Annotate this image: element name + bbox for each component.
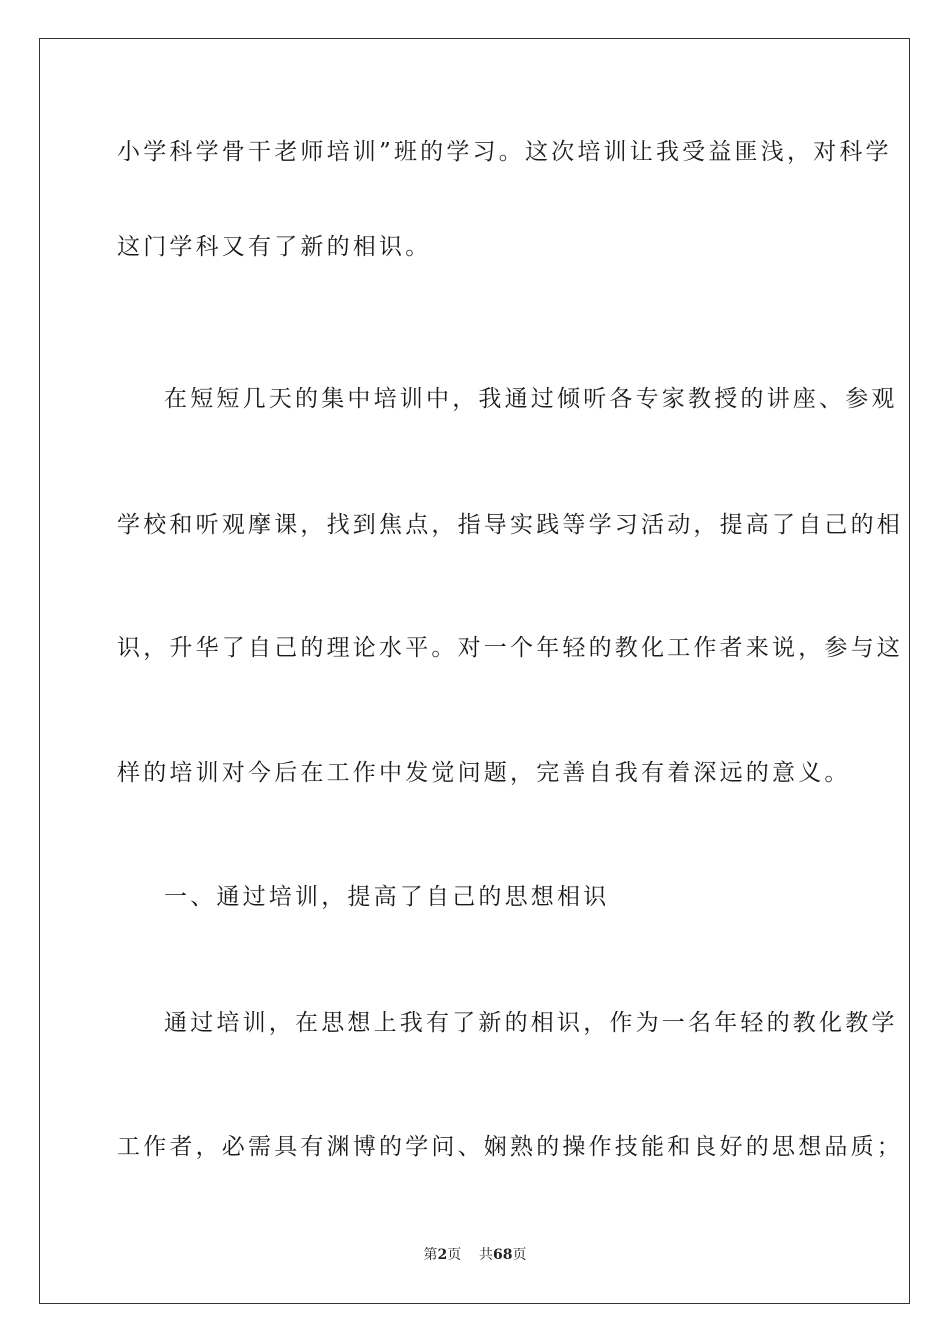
paragraph-line: 在短短几天的集中培训中，我通过倾听各专家教授的讲座、参观 xyxy=(164,386,898,412)
total-prefix: 共 xyxy=(479,1247,494,1263)
page-suffix: 页 xyxy=(447,1247,462,1263)
section-heading: 一、通过培训，提高了自己的思想相识 xyxy=(164,884,610,910)
paragraph-line: 小学科学骨干老师培训”班的学习。这次培训让我受益匪浅，对科学 xyxy=(117,139,892,165)
page-number: 2 xyxy=(437,1247,448,1263)
total-suffix: 页 xyxy=(512,1247,527,1263)
page-prefix: 第 xyxy=(423,1247,438,1263)
page-footer xyxy=(0,1246,950,1264)
paragraph-line: 工作者，必需具有渊博的学问、娴熟的操作技能和良好的思想品质； xyxy=(117,1134,903,1160)
paragraph-line: 通过培训，在思想上我有了新的相识，作为一名年轻的教化教学 xyxy=(164,1010,898,1036)
page-border xyxy=(39,38,910,1304)
total-pages: 68 xyxy=(493,1247,513,1263)
paragraph-line: 识，升华了自己的理论水平。对一个年轻的教化工作者来说，参与这 xyxy=(117,635,903,661)
paragraph-line: 这门学科又有了新的相识。 xyxy=(117,234,432,260)
paragraph-line: 学校和听观摩课，找到焦点，指导实践等学习活动，提高了自己的相 xyxy=(117,512,903,538)
paragraph-line: 样的培训对今后在工作中发觉问题，完善自我有着深远的意义。 xyxy=(117,760,851,786)
